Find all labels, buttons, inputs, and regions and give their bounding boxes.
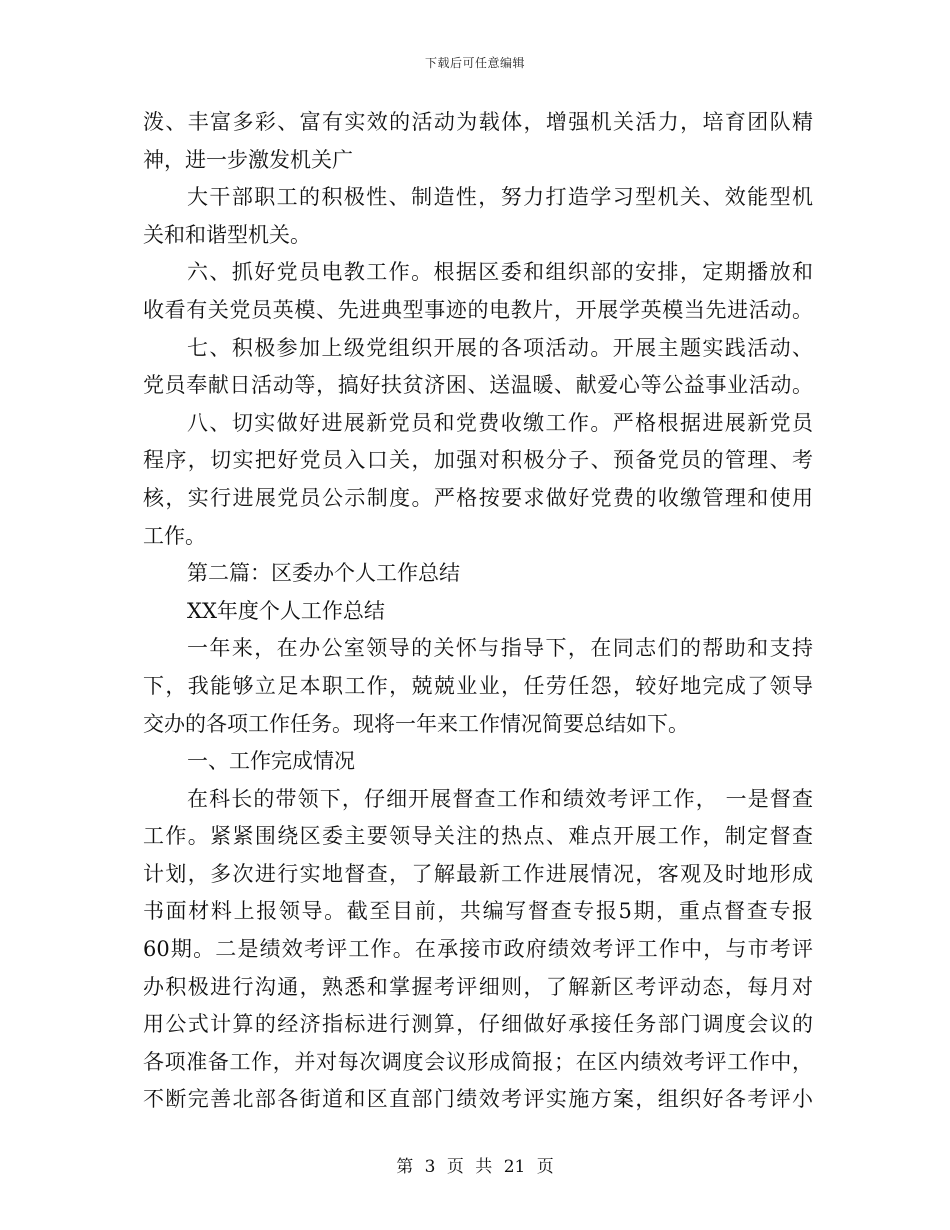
text-line: 下，我能够立足本职工作，兢兢业业，任劳任怨，较好地完成了领导 xyxy=(143,673,813,698)
text-line: 泼、丰富多彩、富有实效的活动为载体，增强机关活力，培育团队精 xyxy=(143,110,813,134)
text-line: 在科长的带领下，仔细开展督查工作和绩效考评工作， 一是督查 xyxy=(187,786,813,811)
text-line: 一、工作完成情况 xyxy=(187,749,355,774)
text-line: 一年来，在办公室领导的关怀与指导下，在同志们的帮助和支持 xyxy=(187,636,813,661)
body-text xyxy=(143,104,813,1119)
text-line: 六、抓好党员电教工作。根据区委和组织部的安排，定期播放和 xyxy=(187,260,813,285)
text-line: 神，进一步激发机关广 xyxy=(143,147,353,172)
text-line: 用公式计算的经济指标进行测算，仔细做好承接任务部门调度会议的 xyxy=(143,1012,813,1037)
text-line: 第二篇：区委办个人工作总结 xyxy=(187,561,460,586)
text-line: 程序，切实把好党员入口关，加强对积极分子、预备党员的管理、考 xyxy=(143,448,813,473)
text-line: 书面材料上报领导。截至目前，共编写督查专报5期，重点督查专报 xyxy=(143,899,813,924)
text-line: 八、切实做好进展新党员和党费收缴工作。严格根据进展新党员 xyxy=(187,410,813,435)
text-line: XX年度个人工作总结 xyxy=(187,598,385,623)
text-line: 核，实行进展党员公示制度。严格按要求做好党费的收缴管理和使用 xyxy=(143,485,813,510)
text-line: 不断完善北部各街道和区直部门绩效考评实施方案，组织好各考评小 xyxy=(143,1087,813,1112)
text-line: 交办的各项工作任务。现将一年来工作情况简要总结如下。 xyxy=(143,711,689,736)
page-footer: 第 3 页 共 21 页 xyxy=(396,1157,554,1177)
text-line: 工作。 xyxy=(143,523,206,548)
text-line: 工作。紧紧围绕区委主要领导关注的热点、难点开展工作，制定督查 xyxy=(143,824,813,849)
text-line: 党员奉献日活动等，搞好扶贫济困、送温暖、献爱心等公益事业活动。 xyxy=(143,373,813,398)
text-line: 各项准备工作，并对每次调度会议形成简报；在区内绩效考评工作中， xyxy=(143,1049,813,1074)
text-line: 关和和谐型机关。 xyxy=(143,222,311,247)
text-line: 收看有关党员英模、先进典型事迹的电教片，开展学英模当先进活动。 xyxy=(143,297,813,322)
text-line: 60期。二是绩效考评工作。在承接市政府绩效考评工作中，与市考评 xyxy=(143,937,813,962)
page-header: 下载后可任意编辑 xyxy=(424,56,525,70)
text-line: 办积极进行沟通，熟悉和掌握考评细则，了解新区考评动态，每月对 xyxy=(143,974,813,999)
text-line: 计划，多次进行实地督查，了解最新工作进展情况，客观及时地形成 xyxy=(143,861,813,886)
text-line: 大干部职工的积极性、制造性，努力打造学习型机关、效能型机 xyxy=(187,185,813,210)
text-line: 七、积极参加上级党组织开展的各项活动。开展主题实践活动、 xyxy=(187,335,813,360)
